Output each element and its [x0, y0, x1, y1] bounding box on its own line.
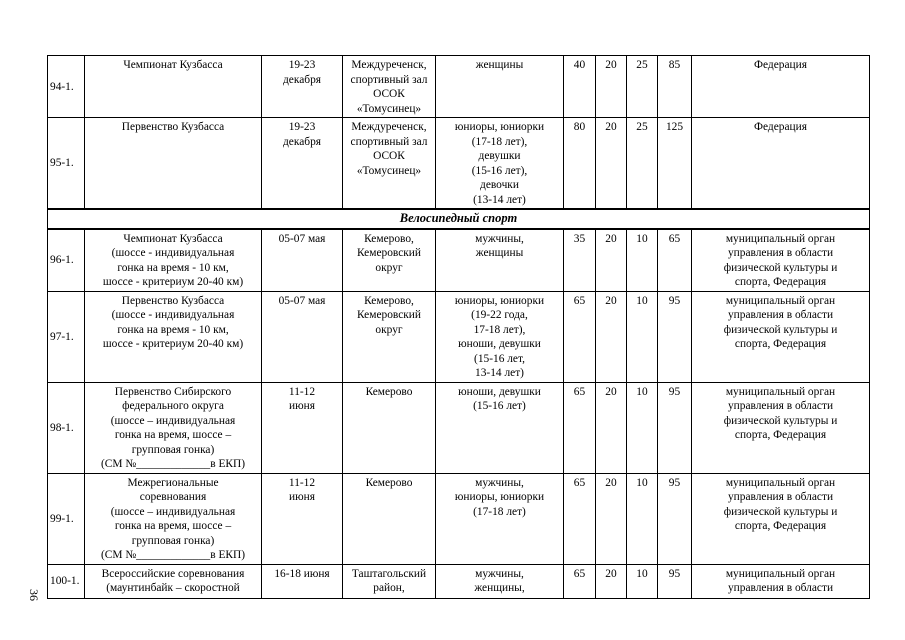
cell-line: физической культуры и	[723, 505, 838, 518]
table-row	[48, 56, 870, 118]
event-dates-cell	[262, 564, 343, 598]
cell-line: (СМ №_____________в ЕКП)	[100, 458, 246, 470]
cell-line: девушки	[478, 150, 521, 162]
count-judges-cell: 10	[627, 382, 658, 473]
count-total-cell: 95	[658, 382, 692, 473]
participants-cell	[436, 382, 564, 473]
cell-line: (15-16 лет,	[474, 352, 525, 365]
organizer-cell	[692, 118, 870, 210]
cell-line: мужчины,	[475, 232, 524, 245]
event-name-cell	[85, 564, 262, 598]
cell-line: 13-14 лет)	[475, 367, 524, 379]
cell-line: гонка на время - 10 км,	[117, 261, 229, 274]
count-judges-cell: 10	[627, 564, 658, 598]
count-coaches-cell: 20	[596, 229, 627, 292]
cell-line: шоссе - критериум 20-40 км)	[102, 276, 244, 288]
cell-line: Кемерово,	[364, 232, 414, 245]
cell-line: муниципальный орган	[725, 232, 836, 245]
cell-line: Чемпионат Кузбасса	[123, 232, 223, 245]
count-coaches-cell: 20	[596, 291, 627, 382]
table-row	[48, 229, 870, 292]
cell-line: физической культуры и	[723, 261, 838, 274]
table-body-before	[48, 56, 870, 210]
section-title: Велосипедный спорт	[48, 209, 870, 229]
event-name-cell	[85, 118, 262, 210]
table-row	[48, 382, 870, 473]
cell-line: декабря	[283, 73, 321, 86]
cell-line: юниоры, юниорки	[454, 121, 545, 133]
count-judges-cell: 10	[627, 291, 658, 382]
count-total-cell: 125	[658, 118, 692, 210]
count-coaches-cell: 20	[596, 118, 627, 210]
cell-line: район,	[373, 582, 405, 594]
cell-line: июня	[289, 400, 315, 412]
cell-line: юноши, девушки	[458, 338, 541, 350]
cell-line: Первенство Кузбасса	[121, 294, 225, 307]
cell-line: Чемпионат Кузбасса	[123, 59, 223, 71]
event-place-cell	[343, 56, 436, 118]
cell-line: Межрегиональные	[127, 476, 219, 489]
cell-line: Междуреченск,	[351, 59, 427, 71]
table-row	[48, 473, 870, 564]
event-dates-cell	[262, 118, 343, 210]
cell-line: мужчины,	[475, 476, 524, 489]
count-athletes-cell: 65	[564, 382, 596, 473]
row-number-cell: 94-1.	[48, 56, 85, 118]
cell-line: 11-12	[288, 385, 316, 398]
cell-line: (маунтинбайк – скоростной	[106, 582, 240, 594]
cell-line: 05-07 мая	[278, 294, 326, 307]
cell-line: управления в области	[727, 491, 834, 503]
event-dates-cell	[262, 382, 343, 473]
cell-line: Кемерово,	[364, 294, 414, 307]
cell-line: гонка на время - 10 км,	[117, 323, 229, 336]
cell-line: спорта, Федерация	[734, 338, 827, 350]
row-number-cell: 98-1.	[48, 382, 85, 473]
count-athletes-cell: 65	[564, 473, 596, 564]
cell-line: (шоссе – индивидуальная	[110, 414, 236, 427]
count-total-cell: 95	[658, 564, 692, 598]
event-dates-cell	[262, 291, 343, 382]
cell-line: управления в области	[727, 247, 834, 259]
cell-line: (17-18 лет),	[471, 135, 528, 148]
cell-line: (19-22 года,	[471, 309, 528, 321]
cell-line: ОСОК	[373, 150, 405, 162]
cell-line: муниципальный орган	[725, 294, 836, 307]
event-place-cell	[343, 229, 436, 292]
count-total-cell: 95	[658, 291, 692, 382]
cell-line: женщины	[475, 247, 524, 259]
cell-line: юниоры, юниорки	[454, 491, 545, 503]
row-number-cell: 100-1.	[48, 564, 85, 598]
cell-line: «Томусинец»	[356, 164, 422, 177]
cell-line: Кемеровский	[357, 247, 421, 259]
event-dates-cell	[262, 56, 343, 118]
count-total-cell: 65	[658, 229, 692, 292]
cell-line: физической культуры и	[723, 414, 838, 427]
cell-line: физической культуры и	[723, 323, 838, 336]
count-coaches-cell: 20	[596, 564, 627, 598]
cell-line: соревнования	[139, 491, 207, 503]
cell-line: «Томусинец»	[356, 102, 422, 115]
cell-line: управления в области	[727, 309, 834, 321]
count-athletes-cell: 40	[564, 56, 596, 118]
cell-line: групповая гонка)	[131, 534, 215, 547]
cell-line: округ	[375, 261, 403, 274]
organizer-cell	[692, 229, 870, 292]
cell-line: шоссе - критериум 20-40 км)	[102, 338, 244, 350]
count-judges-cell: 25	[627, 56, 658, 118]
table-body-after	[48, 229, 870, 599]
cell-line: 19-23	[288, 121, 316, 133]
cell-line: ОСОК	[373, 88, 405, 100]
cell-line: муниципальный орган	[725, 567, 836, 580]
count-total-cell: 95	[658, 473, 692, 564]
cell-line: Кемерово	[365, 385, 413, 398]
cell-line: (17-18 лет)	[473, 505, 526, 518]
organizer-cell	[692, 382, 870, 473]
count-judges-cell: 25	[627, 118, 658, 210]
organizer-cell	[692, 56, 870, 118]
event-name-cell	[85, 473, 262, 564]
table-row	[48, 564, 870, 598]
count-coaches-cell: 20	[596, 382, 627, 473]
count-total-cell: 85	[658, 56, 692, 118]
table-row	[48, 291, 870, 382]
participants-cell	[436, 229, 564, 292]
organizer-cell	[692, 291, 870, 382]
count-athletes-cell: 35	[564, 229, 596, 292]
event-name-cell	[85, 56, 262, 118]
cell-line: спорта, Федерация	[734, 276, 827, 288]
event-place-cell	[343, 291, 436, 382]
event-name-cell	[85, 291, 262, 382]
cell-line: муниципальный орган	[725, 476, 836, 489]
cell-line: мужчины,	[475, 567, 524, 580]
cell-line: управления в области	[727, 582, 834, 594]
cell-line: 11-12	[288, 476, 316, 489]
organizer-cell	[692, 473, 870, 564]
cell-line: спортивный зал	[350, 135, 428, 148]
count-judges-cell: 10	[627, 473, 658, 564]
participants-cell	[436, 473, 564, 564]
event-place-cell	[343, 564, 436, 598]
participants-cell	[436, 56, 564, 118]
cell-line: групповая гонка)	[131, 443, 215, 456]
row-number-cell: 99-1.	[48, 473, 85, 564]
count-coaches-cell: 20	[596, 473, 627, 564]
cell-line: муниципальный орган	[725, 385, 836, 398]
cell-line: девочки	[480, 179, 519, 191]
cell-line: 19-23	[288, 59, 316, 71]
row-number-cell: 97-1.	[48, 291, 85, 382]
cell-line: Междуреченск,	[351, 121, 427, 133]
section-heading-row	[48, 209, 870, 229]
count-judges-cell: 10	[627, 229, 658, 292]
participants-cell	[436, 118, 564, 210]
cell-line: Федерация	[754, 59, 807, 71]
cell-line: (13-14 лет)	[473, 193, 526, 206]
participants-cell	[436, 564, 564, 598]
event-name-cell	[85, 382, 262, 473]
cell-line: Кемерово	[365, 476, 413, 489]
table-row	[48, 118, 870, 210]
cell-line: 05-07 мая	[278, 232, 326, 245]
cell-line: (15-16 лет),	[471, 164, 528, 177]
page-number: 36	[27, 589, 41, 601]
cell-line: федерального округа	[122, 400, 224, 412]
cell-line: управления в области	[727, 400, 834, 412]
cell-line: декабря	[283, 135, 321, 148]
event-name-cell	[85, 229, 262, 292]
cell-line: округ	[375, 323, 403, 336]
cell-line: 17-18 лет),	[473, 323, 526, 336]
cell-line: (15-16 лет)	[473, 400, 526, 412]
event-place-cell	[343, 473, 436, 564]
cell-line: Кемеровский	[357, 309, 421, 321]
count-athletes-cell: 80	[564, 118, 596, 210]
schedule-table	[47, 55, 870, 599]
event-place-cell	[343, 382, 436, 473]
row-number-cell: 96-1.	[48, 229, 85, 292]
cell-line: Первенство Сибирского	[114, 385, 232, 398]
event-place-cell	[343, 118, 436, 210]
cell-line: Федерация	[754, 121, 807, 133]
cell-line: Первенство Кузбасса	[121, 121, 225, 133]
count-coaches-cell: 20	[596, 56, 627, 118]
event-dates-cell	[262, 229, 343, 292]
cell-line: женщины	[475, 59, 524, 71]
cell-line: Всероссийские соревнования	[101, 567, 245, 580]
organizer-cell	[692, 564, 870, 598]
cell-line: женщины,	[474, 582, 525, 594]
cell-line: (шоссе – индивидуальная	[110, 505, 236, 518]
cell-line: 16-18 июня	[274, 567, 330, 580]
cell-line: июня	[289, 491, 315, 503]
event-dates-cell	[262, 473, 343, 564]
cell-line: юниоры, юниорки	[454, 294, 545, 307]
cell-line: спорта, Федерация	[734, 520, 827, 532]
cell-line: гонка на время, шоссе –	[114, 429, 232, 441]
count-athletes-cell: 65	[564, 291, 596, 382]
cell-line: (СМ №_____________в ЕКП)	[100, 549, 246, 561]
cell-line: Таштагольский	[351, 567, 427, 580]
participants-cell	[436, 291, 564, 382]
cell-line: спортивный зал	[350, 73, 428, 86]
cell-line: гонка на время, шоссе –	[114, 520, 232, 532]
cell-line: (шоссе - индивидуальная	[111, 309, 235, 321]
cell-line: (шоссе - индивидуальная	[111, 247, 235, 259]
row-number-cell: 95-1.	[48, 118, 85, 210]
cell-line: спорта, Федерация	[734, 429, 827, 441]
cell-line: юноши, девушки	[458, 385, 541, 398]
count-athletes-cell: 65	[564, 564, 596, 598]
